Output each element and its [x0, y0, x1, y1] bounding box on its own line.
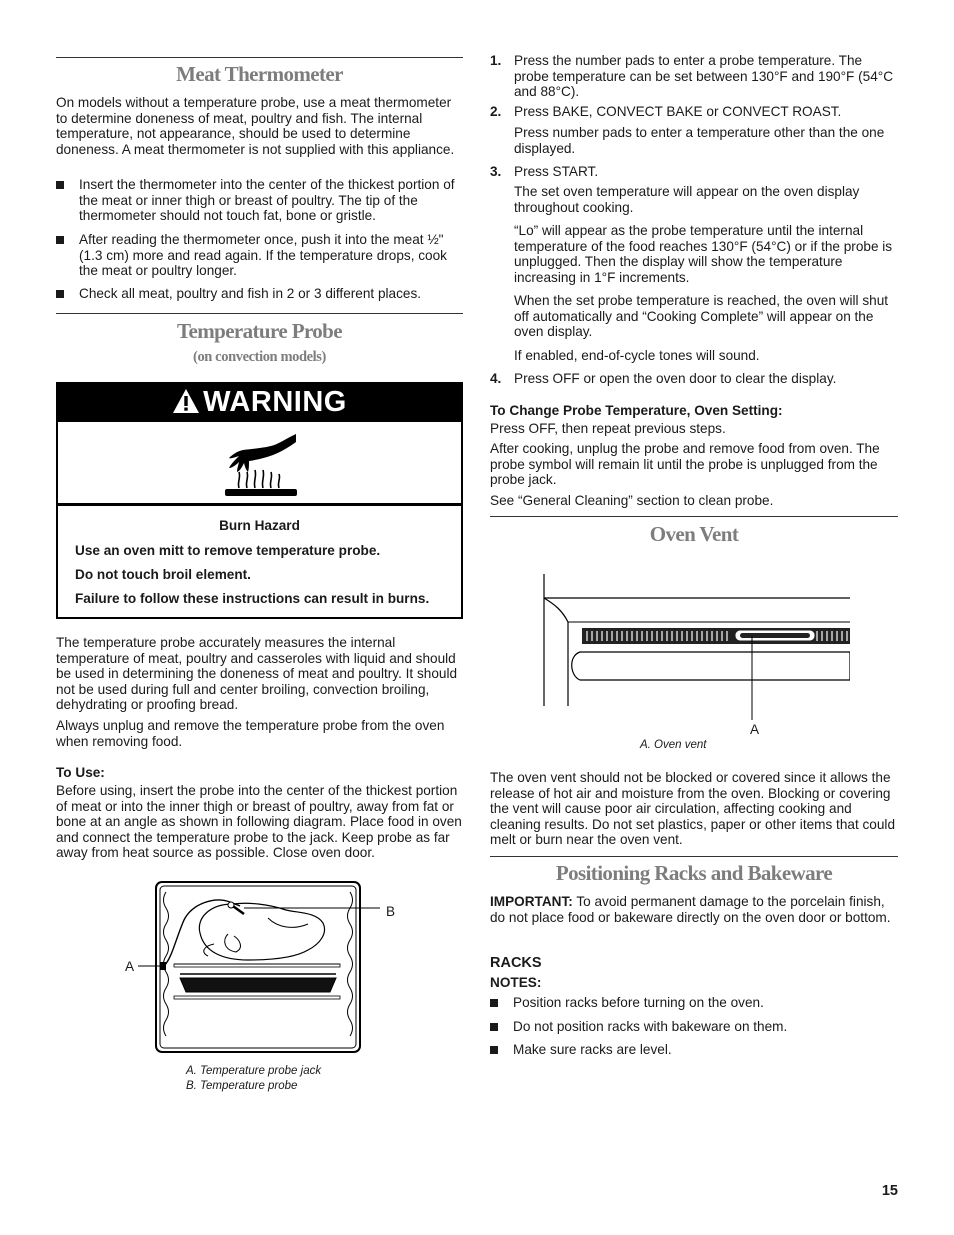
to-use-text: Before using, insert the probe into the center of the thickest portion of meat or into the inner thigh or breast of poultry, away from fat or bone at an angle as shown in following diagram. Place food in oven and connect the temperature probe to the jack. Keep probe as far away from heat source as possible. Close oven door.	[56, 783, 462, 861]
step-text: The set oven temperature will appear on the oven display throughout cooking.	[514, 184, 860, 215]
warning-line: Failure to follow these instructions can result in burns.	[75, 591, 430, 606]
bullet-square-icon	[490, 1023, 498, 1031]
bullet-square-icon	[56, 236, 64, 244]
warning-icon-area	[58, 420, 461, 506]
racks-heading: RACKS	[490, 955, 542, 971]
vent-caption: A. Oven vent	[640, 739, 707, 751]
step-text: Press START.	[514, 164, 599, 179]
warning-hazard-title: Burn Hazard	[219, 518, 300, 533]
burn-hazard-icon	[221, 432, 301, 502]
warning-triangle-icon	[172, 388, 200, 414]
oven-vent-text: The oven vent should not be blocked or covered since it allows the release of hot air and moisture from the oven. Blocking or covering the vent will cause poor air circulation, affecting cooking and cleaning results. Do not set plastics, paper or other items that could melt or burn near the oven vent.	[490, 770, 895, 848]
warning-box	[56, 382, 463, 619]
change-probe-text: Press OFF, then repeat previous steps.	[490, 421, 726, 436]
vent-label-a: A	[750, 722, 760, 737]
oven-vent-heading: Oven Vent	[649, 522, 739, 546]
notes-heading: NOTES:	[490, 975, 542, 990]
section-divider	[490, 516, 898, 517]
probe-unplug-note: Always unplug and remove the temperature probe from the oven when removing food.	[56, 718, 445, 749]
diagram-caption-b: B. Temperature probe	[186, 1080, 298, 1092]
see-cleaning-text: See “General Cleaning” section to clean probe.	[490, 493, 774, 508]
temperature-probe-heading: Temperature Probe	[177, 319, 342, 343]
warning-header	[58, 384, 461, 420]
section-divider	[490, 856, 898, 857]
probe-description: The temperature probe accurately measures the internal temperature of meat, poultry and casseroles with liquid and should be used in determining the doneness of meat and poultry. It should not be used during full and center broiling, convection broiling, dehydrating or proofing bread.	[56, 635, 458, 713]
oven-vent-diagram	[540, 570, 850, 740]
bullet-square-icon	[56, 290, 64, 298]
important-text: To avoid permanent damage to the porcelain finish, do not place food or bakeware directly on the oven door or bottom.	[490, 894, 891, 925]
step-number: 3.	[490, 164, 502, 179]
after-cooking-text: After cooking, unplug the probe and remove food from oven. The probe symbol will remain lit until the probe is unplugged from the probe jack.	[490, 441, 880, 488]
bullet-square-icon	[490, 999, 498, 1007]
warning-heading: WARNING	[203, 386, 347, 418]
positioning-racks-heading: Positioning Racks and Bakeware	[555, 861, 833, 885]
step-number: 1.	[490, 53, 502, 68]
important-note	[490, 894, 898, 925]
meat-thermometer-intro: On models without a temperature probe, use a meat thermometer to determine doneness of meat, poultry and fish. The internal temperature, not appearance, should be used to determine doneness. A meat thermometer is not supplied with this appliance.	[56, 95, 455, 157]
step-text: Press the number pads to enter a probe temperature. The probe temperature can be set between 130°F and 190°F (54°C and 88°C).	[514, 53, 894, 100]
diagram-caption-a: A. Temperature probe jack	[186, 1065, 322, 1077]
step-text: Press number pads to enter a temperature other than the one displayed.	[514, 125, 885, 156]
step-text: Press OFF or open the oven door to clear the display.	[514, 371, 837, 386]
step-text: If enabled, end-of-cycle tones will sound.	[514, 348, 760, 363]
diagram-label-b: B	[386, 904, 396, 919]
bullet-square-icon	[56, 181, 64, 189]
warning-line: Use an oven mitt to remove temperature probe.	[75, 543, 381, 558]
temperature-probe-subheading: (on convection models)	[193, 349, 326, 365]
step-text: “Lo” will appear as the probe temperature until the internal temperature of the food reaches 130°F (54°C) or if the probe is unplugged. Then the display will show the temperature increasing in 1°F increments.	[514, 223, 893, 285]
section-divider	[56, 57, 463, 58]
step-number: 4.	[490, 371, 502, 386]
page-number: 15	[881, 1183, 898, 1199]
bullet-square-icon	[490, 1046, 498, 1054]
warning-line: Do not touch broil element.	[75, 567, 251, 582]
step-text: When the set probe temperature is reached, the oven will shut off automatically and “Cooking Complete” will appear on the oven display.	[514, 293, 889, 340]
probe-diagram	[118, 878, 408, 1058]
change-probe-heading: To Change Probe Temperature, Oven Setting:	[490, 403, 783, 418]
section-divider	[56, 313, 463, 314]
important-label: IMPORTANT:	[490, 894, 573, 909]
diagram-label-a: A	[125, 959, 135, 974]
step-text: Press BAKE, CONVECT BAKE or CONVECT ROAST.	[514, 104, 842, 119]
to-use-heading: To Use:	[56, 765, 105, 780]
step-number: 2.	[490, 104, 502, 119]
meat-thermometer-heading: Meat Thermometer	[176, 62, 343, 86]
